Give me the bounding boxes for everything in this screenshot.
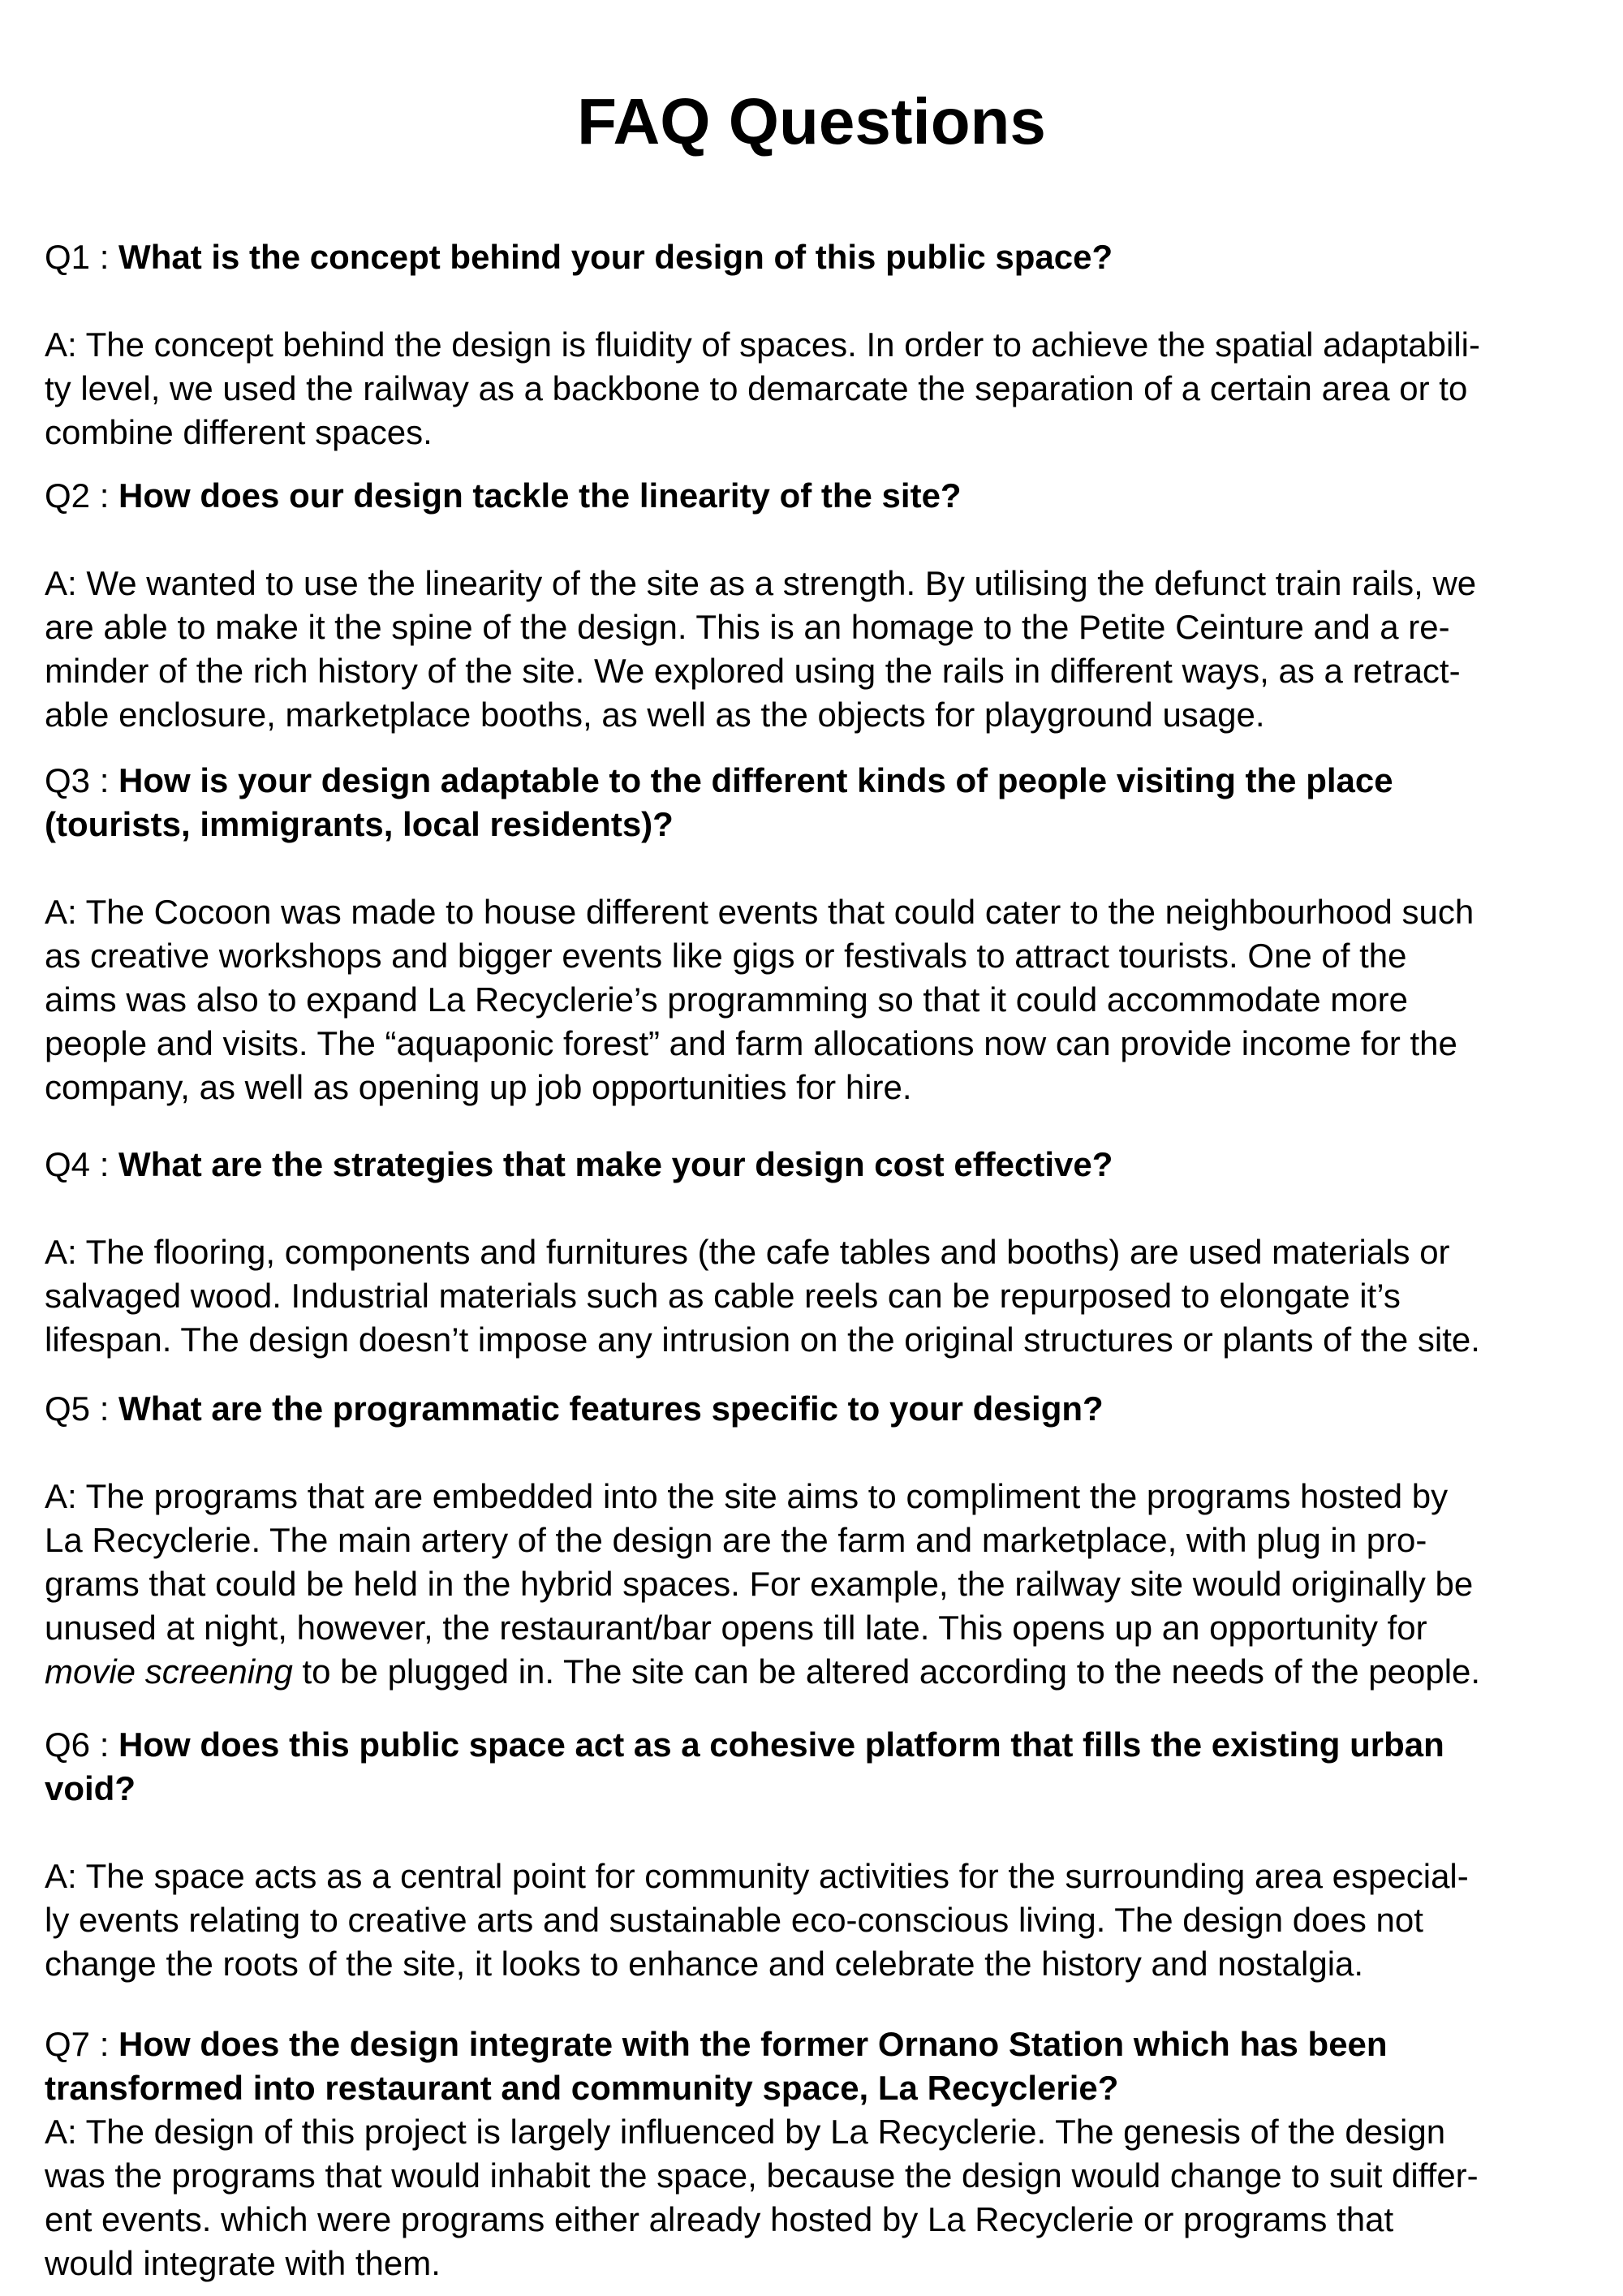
- faq-item-2: [45, 474, 1586, 737]
- question-text: How does our design tackle the linearity of the site?: [118, 476, 962, 515]
- answer-line: La Recyclerie. The main artery of the design are the farm and marketplace, with plug in pro-: [45, 1521, 1427, 1559]
- answer-1: [45, 323, 1586, 454]
- answer-line: A: The design of this project is largely influenced by La Recyclerie. The genesis of the design: [45, 2113, 1446, 2151]
- question-text: What is the concept behind your design of this public space?: [118, 238, 1113, 276]
- question-text: How does this public space act as a cohesive platform that fills the existing urban: [118, 1725, 1444, 1764]
- answer-line: A: We wanted to use the linearity of the site as a strength. By utilising the defunct train rails, we: [45, 564, 1477, 602]
- question-4: [45, 1143, 1586, 1187]
- answer-line: A: The Cocoon was made to house different events that could cater to the neighbourhood such: [45, 893, 1474, 931]
- answer-line: would integrate with them.: [45, 2244, 441, 2282]
- question-1: [45, 235, 1586, 279]
- answer-line: to be plugged in. The site can be altered according to the needs of the people.: [292, 1652, 1481, 1691]
- faq-item-1: [45, 235, 1586, 454]
- answer-line: ent events. which were programs either already hosted by La Recyclerie or programs that: [45, 2200, 1394, 2238]
- question-text: What are the programmatic features specific to your design?: [118, 1389, 1104, 1428]
- faq-item-4: [45, 1143, 1586, 1362]
- answer-line: as creative workshops and bigger events like gigs or festivals to attract tourists. One of the: [45, 937, 1407, 975]
- question-number: Q3 :: [45, 761, 119, 799]
- answer-line: company, as well as opening up job opportunities for hire.: [45, 1068, 912, 1106]
- answer-line: are able to make it the spine of the design. This is an homage to the Petite Ceinture and a re-: [45, 608, 1450, 646]
- question-number: Q1 :: [45, 238, 119, 276]
- answer-line: unused at night, however, the restaurant/bar opens till late. This opens up an opportunity for: [45, 1609, 1427, 1647]
- question-5: [45, 1387, 1586, 1431]
- question-2: [45, 474, 1586, 518]
- faq-item-3: [45, 759, 1586, 1109]
- answer-line: ty level, we used the railway as a backbone to demarcate the separation of a certain area or to: [45, 369, 1468, 407]
- question-number: Q4 :: [45, 1145, 119, 1183]
- question-number: Q6 :: [45, 1725, 119, 1764]
- question-text: What are the strategies that make your design cost effective?: [118, 1145, 1113, 1183]
- answer-line: lifespan. The design doesn’t impose any intrusion on the original structures or plants of the site.: [45, 1320, 1480, 1359]
- faq-item-5: [45, 1387, 1586, 1694]
- answer-line: was the programs that would inhabit the space, because the design would change to suit differ-: [45, 2156, 1479, 2195]
- answer-2: [45, 562, 1586, 737]
- question-number: Q7 :: [45, 2025, 119, 2063]
- page-title: FAQ Questions: [577, 85, 1046, 157]
- answer-line: A: The flooring, components and furnitures (the cafe tables and booths) are used materials or: [45, 1233, 1450, 1271]
- answer-line: A: The concept behind the design is fluidity of spaces. In order to achieve the spatial adaptabili-: [45, 325, 1480, 364]
- answer-line: A: The programs that are embedded into the site aims to compliment the programs hosted by: [45, 1477, 1449, 1515]
- answer-6: [45, 1854, 1586, 1986]
- answer-line: change the roots of the site, it looks to enhance and celebrate the history and nostalgia.: [45, 1945, 1364, 1983]
- question-text: transformed into restaurant and community space, La Recyclerie?: [45, 2069, 1119, 2107]
- question-text: How is your design adaptable to the different kinds of people visiting the place: [118, 761, 1393, 799]
- question-text: (tourists, immigrants, local residents)?: [45, 805, 674, 843]
- answer-line: salvaged wood. Industrial materials such as cable reels can be repurposed to elongate it’s: [45, 1277, 1401, 1315]
- question-number: Q5 :: [45, 1389, 119, 1428]
- answer-3: [45, 890, 1586, 1109]
- faq-item-7: [45, 2022, 1586, 2285]
- answer-line: A: The space acts as a central point for community activities for the surrounding area especial-: [45, 1857, 1469, 1895]
- question-6: [45, 1723, 1586, 1811]
- answer-line: aims was also to expand La Recyclerie’s programming so that it could accommodate more: [45, 980, 1408, 1019]
- answer-line: grams that could be held in the hybrid spaces. For example, the railway site would originally be: [45, 1565, 1474, 1603]
- question-text: How does the design integrate with the former Ornano Station which has been: [118, 2025, 1388, 2063]
- answer-5: [45, 1475, 1586, 1694]
- faq-item-6: [45, 1723, 1586, 1986]
- question-7: [45, 2022, 1586, 2110]
- answer-line: minder of the rich history of the site. We explored using the rails in different ways, as a retract-: [45, 652, 1461, 690]
- answer-line: people and visits. The “aquaponic forest” and farm allocations now can provide income for the: [45, 1024, 1457, 1062]
- answer-7: [45, 2110, 1586, 2285]
- answer-line: ly events relating to creative arts and sustainable eco-conscious living. The design does not: [45, 1901, 1423, 1939]
- question-3: [45, 759, 1586, 846]
- question-number: Q2 :: [45, 476, 119, 515]
- answer-line: combine different spaces.: [45, 413, 433, 451]
- answer-line: able enclosure, marketplace booths, as well as the objects for playground usage.: [45, 696, 1265, 734]
- answer-4: [45, 1230, 1586, 1362]
- question-text: void?: [45, 1769, 136, 1807]
- answer-emphasis: movie screening: [45, 1652, 293, 1691]
